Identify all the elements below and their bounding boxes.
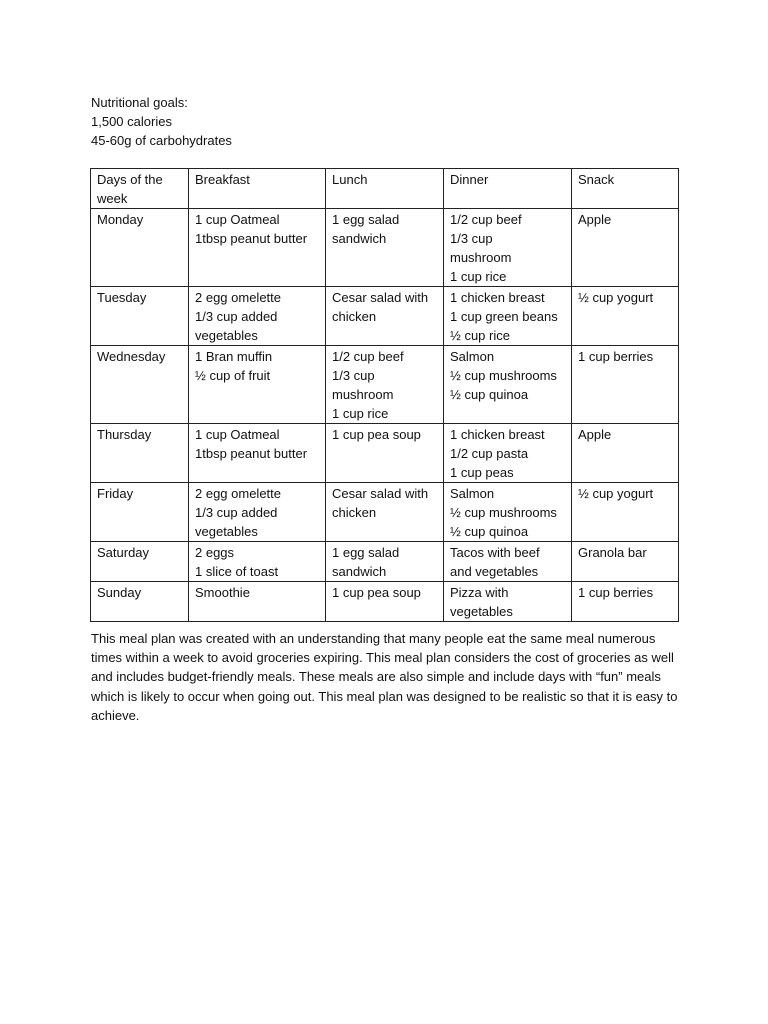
table-row	[91, 483, 679, 542]
cell-day: Wednesday	[91, 346, 189, 424]
header-dinner: Dinner	[444, 169, 572, 209]
cell-dinner: 1 chicken breast 1/2 cup pasta 1 cup peas	[444, 424, 572, 483]
cell-dinner: Salmon ½ cup mushrooms ½ cup quinoa	[444, 346, 572, 424]
cell-snack: Apple	[572, 209, 679, 287]
cell-breakfast: 1 cup Oatmeal 1tbsp peanut butter	[189, 424, 326, 483]
cell-day: Tuesday	[91, 287, 189, 346]
cell-day: Sunday	[91, 582, 189, 622]
cell-day: Monday	[91, 209, 189, 287]
header-breakfast: Breakfast	[189, 169, 326, 209]
table-row	[91, 346, 679, 424]
header-days: Days of the week	[91, 169, 189, 209]
cell-lunch: 1/2 cup beef 1/3 cup mushroom 1 cup rice	[326, 346, 444, 424]
cell-dinner: 1 chicken breast 1 cup green beans ½ cup rice	[444, 287, 572, 346]
cell-breakfast: Smoothie	[189, 582, 326, 622]
cell-snack: ½ cup yogurt	[572, 483, 679, 542]
cell-lunch: Cesar salad with chicken	[326, 287, 444, 346]
cell-snack: ½ cup yogurt	[572, 287, 679, 346]
table-row	[91, 287, 679, 346]
goals-heading: Nutritional goals:	[91, 95, 188, 110]
meal-plan-table	[90, 168, 679, 622]
cell-lunch: 1 egg salad sandwich	[326, 542, 444, 582]
cell-dinner: 1/2 cup beef 1/3 cup mushroom 1 cup rice	[444, 209, 572, 287]
meal-plan-description: This meal plan was created with an understanding that many people eat the same meal numerous times within a week to avoid groceries expiring. This meal plan considers the cost of groceries as well and includes budget-friendly meals. These meals are also simple and include days with “fun” meals which is likely to occur when going out. This meal plan was designed to be realistic so that it is easy to achieve.	[91, 631, 678, 723]
header-lunch: Lunch	[326, 169, 444, 209]
nutritional-goals	[91, 93, 232, 150]
table-row	[91, 209, 679, 287]
cell-lunch: 1 cup pea soup	[326, 424, 444, 483]
header-snack: Snack	[572, 169, 679, 209]
cell-breakfast: 2 eggs 1 slice of toast	[189, 542, 326, 582]
cell-lunch: 1 cup pea soup	[326, 582, 444, 622]
cell-breakfast: 1 Bran muffin ½ cup of fruit	[189, 346, 326, 424]
cell-day: Saturday	[91, 542, 189, 582]
cell-breakfast: 2 egg omelette 1/3 cup added vegetables	[189, 483, 326, 542]
table-header-row	[91, 169, 679, 209]
cell-day: Friday	[91, 483, 189, 542]
cell-snack: Apple	[572, 424, 679, 483]
table-row	[91, 582, 679, 622]
cell-breakfast: 2 egg omelette 1/3 cup added vegetables	[189, 287, 326, 346]
cell-snack: Granola bar	[572, 542, 679, 582]
cell-snack: 1 cup berries	[572, 582, 679, 622]
cell-lunch: 1 egg salad sandwich	[326, 209, 444, 287]
cell-snack: 1 cup berries	[572, 346, 679, 424]
table-row	[91, 542, 679, 582]
cell-dinner: Salmon ½ cup mushrooms ½ cup quinoa	[444, 483, 572, 542]
cell-lunch: Cesar salad with chicken	[326, 483, 444, 542]
goals-carbs: 45-60g of carbohydrates	[91, 133, 232, 148]
cell-dinner: Tacos with beef and vegetables	[444, 542, 572, 582]
table-row	[91, 424, 679, 483]
cell-breakfast: 1 cup Oatmeal 1tbsp peanut butter	[189, 209, 326, 287]
cell-dinner: Pizza with vegetables	[444, 582, 572, 622]
cell-day: Thursday	[91, 424, 189, 483]
goals-calories: 1,500 calories	[91, 114, 172, 129]
